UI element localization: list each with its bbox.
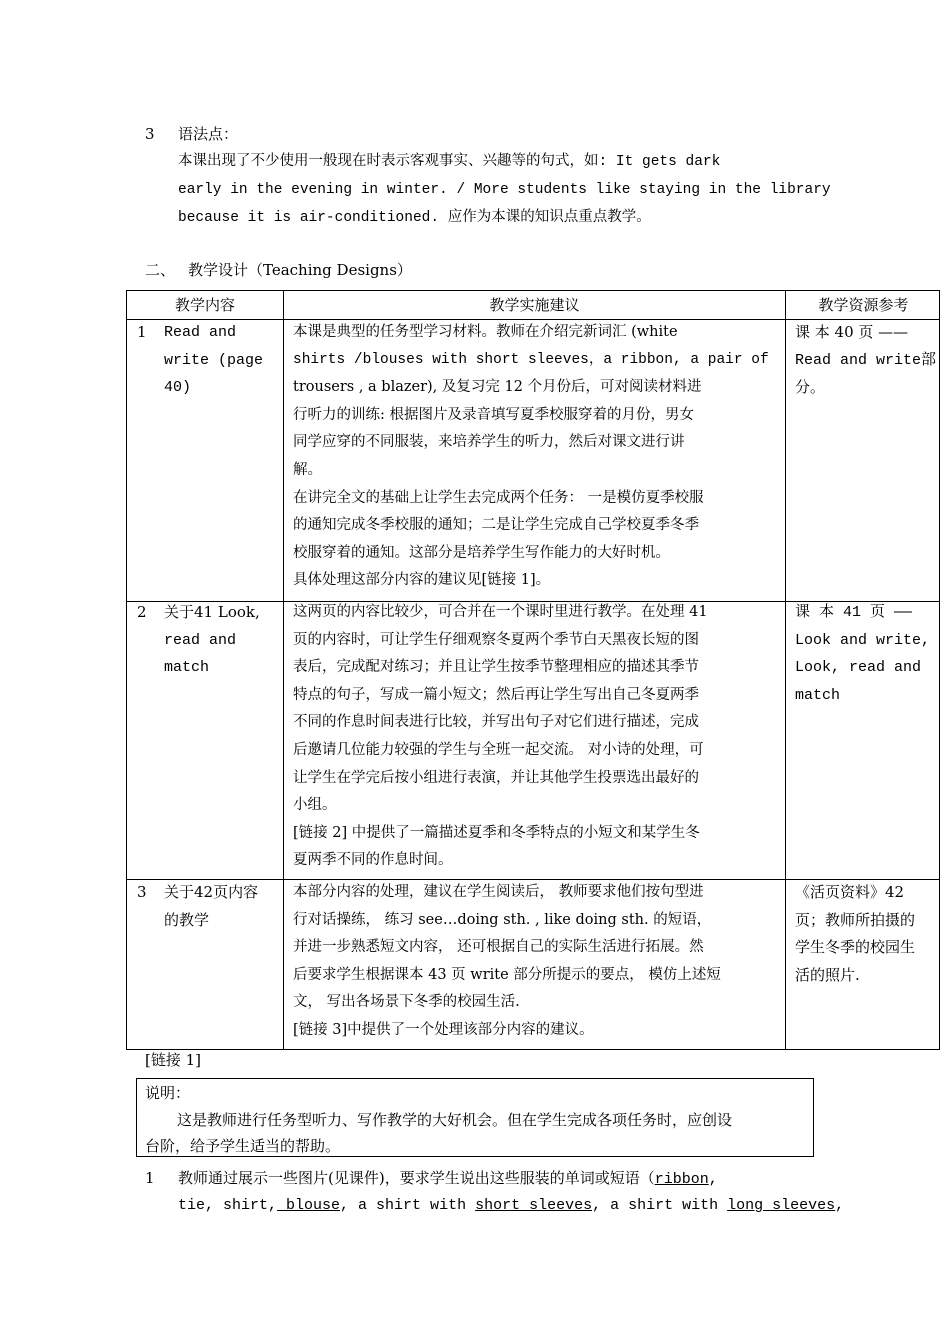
suggestion-line: 让学生在学完后按小组进行表演，并让其他学生投票选出最好的 [293, 769, 699, 786]
suggestion-line: 文， 写出各场景下冬季的校园生活. [293, 994, 520, 1011]
section-number: 二、 [145, 261, 176, 279]
suggestion-line: 后邀请几位能力较强的学生与全班一起交流。 对小诗的处理，可 [293, 741, 704, 758]
suggestion-line: 后要求学生根据课本 43 页 write 部分所提示的要点， 模仿上述短 [293, 966, 721, 983]
content-line: read and [164, 631, 237, 649]
note-line-1: 这是教师进行任务型听力、写作教学的大好机会。但在学生完成各项任务时，应创设 [177, 1111, 733, 1129]
suggestion-line: 同学应穿的不同服装，来培养学生的听力，然后对课文进行讲 [293, 434, 685, 451]
resource-line: 《活页资料》42 [795, 883, 905, 901]
resource-line: 学生冬季的校园生 [795, 938, 916, 957]
link-1-label[interactable]: [链接 1] [145, 1051, 202, 1069]
suggestion-line: 页的内容时，可让学生仔细观察冬夏两个季节白天黑夜长短的图 [293, 631, 699, 648]
item-text: 教师通过展示一些图片(见课件)，要求学生说出这些服装的单词或短语（ [178, 1169, 655, 1187]
row-suggestion [293, 599, 781, 875]
header-suggestion: 教学实施建议 [489, 296, 580, 314]
resource-line: 课 本 41 页 —— [795, 604, 913, 621]
header-content: 教学内容 [174, 296, 235, 314]
suggestion-line: [链接 2] 中提供了一篇描述夏季和冬季特点的小短文和某学生冬 [293, 824, 700, 841]
suggestion-line: 表后，完成配对练习；并且让学生按季节整理相应的描述其季节 [293, 659, 699, 676]
suggestion-line: trousers , a blazer), 及复习完 12 个月份后，可对阅读材料进 [293, 379, 702, 396]
item-text: , [708, 1171, 718, 1188]
column-divider [283, 291, 284, 1049]
suggestion-line: 这两页的内容比较少，可合并在一个课时里进行教学。在处理 41 [293, 604, 708, 620]
resource-line: 活的照片. [795, 965, 860, 984]
row-suggestion [293, 319, 781, 595]
row-number: 3 [137, 883, 147, 901]
suggestion-line: [链接 3]中提供了一个处理该部分内容的建议。 [293, 1021, 594, 1038]
resource-line: match [795, 686, 841, 704]
row-resource [795, 319, 937, 402]
teaching-design-table [126, 290, 940, 1050]
suggestion-line: 并进一步熟悉短文内容， 还可根据自己的实际生活进行拓展。然 [293, 939, 704, 956]
item-text: , a shirt with [592, 1197, 728, 1214]
content-line: Read and [164, 324, 237, 341]
row-content [164, 879, 282, 934]
row-content [164, 599, 282, 682]
suggestion-line: 行对话操练， 练习 see…doing sth. , like doing sth. 的短语， [293, 911, 712, 928]
resource-line: Look, read and [795, 659, 922, 677]
suggestion-line: 小组。 [293, 797, 337, 814]
grammar-line-1: 本课出现了不少使用一般现在时表示客观事实、兴趣等的句式，如: It gets dark [178, 154, 721, 170]
suggestion-line: 特点的句子，写成一篇小短文；然后再让学生写出自己冬夏两季 [293, 686, 699, 703]
item-text: , a shirt with [340, 1197, 476, 1214]
suggestion-line: 具体处理这部分内容的建议见[链接 1]。 [293, 572, 551, 589]
suggestion-line: 行听力的训练: 根据图片及录音填写夏季校服穿着的月份，男女 [293, 406, 694, 423]
note-line-2: 台阶，给予学生适当的帮助。 [145, 1137, 341, 1155]
resource-line: Look and write, [795, 631, 931, 649]
suggestion-line: shirts /blouses with short sleeves，a ribbon, a pair of [293, 351, 769, 368]
row-number: 1 [137, 323, 147, 341]
suggestion-line: 本课是典型的任务型学习材料。教师在介绍完新词汇 (white [293, 324, 678, 340]
grammar-line-3: because it is air-conditioned. 应作为本课的知识点重点教学。 [178, 210, 651, 226]
content-line: 关于41 Look, [164, 603, 260, 621]
suggestion-line: 夏两季不同的作息时间。 [293, 852, 453, 869]
row-resource [795, 879, 937, 989]
content-line: match [164, 659, 210, 677]
suggestion-line: 在讲完全文的基础上让学生去完成两个任务： 一是模仿夏季校服 [293, 489, 704, 506]
suggestion-line: 解。 [293, 461, 322, 478]
note-box [136, 1078, 814, 1157]
row-suggestion [293, 879, 781, 1045]
grammar-number: 3 [145, 125, 155, 143]
item-text: , [835, 1197, 845, 1214]
item-line-1 [178, 1168, 718, 1190]
item-text: tie, shirt, [178, 1197, 278, 1214]
resource-line: 分。 [795, 378, 826, 397]
resource-line: 课 本 40 页 —— [795, 323, 909, 341]
content-line: 的教学 [164, 910, 210, 929]
underlined-term: ribbon [654, 1171, 709, 1188]
grammar-title: 语法点： [178, 125, 239, 143]
suggestion-line: 校服穿着的通知。这部分是培养学生写作能力的大好时机。 [293, 544, 670, 561]
underlined-term: blouse [277, 1197, 341, 1214]
item-line-2 [178, 1196, 844, 1216]
suggestion-line: 的通知完成冬季校服的通知；二是让学生完成自己学校夏季冬季 [293, 517, 699, 534]
column-divider [785, 291, 786, 1049]
note-title: 说明： [145, 1084, 191, 1102]
row-resource [795, 599, 937, 709]
suggestion-line: 不同的作息时间表进行比较，并写出句子对它们进行描述，完成 [293, 714, 699, 731]
row-content [164, 319, 282, 402]
underlined-term: long sleeves [727, 1197, 836, 1214]
content-line: 关于42页内容 [164, 883, 259, 901]
resource-line: Read and write部 [795, 351, 937, 369]
row-number: 2 [137, 603, 147, 621]
item-number: 1 [145, 1169, 155, 1187]
resource-line: 页；教师所拍摄的 [795, 910, 916, 929]
suggestion-line: 本部分内容的处理，建议在学生阅读后， 教师要求他们按句型进 [293, 884, 704, 900]
underlined-term: short sleeves [475, 1197, 593, 1214]
content-line: write (page [164, 351, 264, 369]
section-title: 教学设计（Teaching Designs） [188, 261, 412, 279]
grammar-line-2: early in the evening in winter. / More students like staying in the library [178, 182, 831, 198]
content-line: 40) [164, 379, 192, 397]
header-resource: 教学资源参考 [818, 296, 909, 314]
